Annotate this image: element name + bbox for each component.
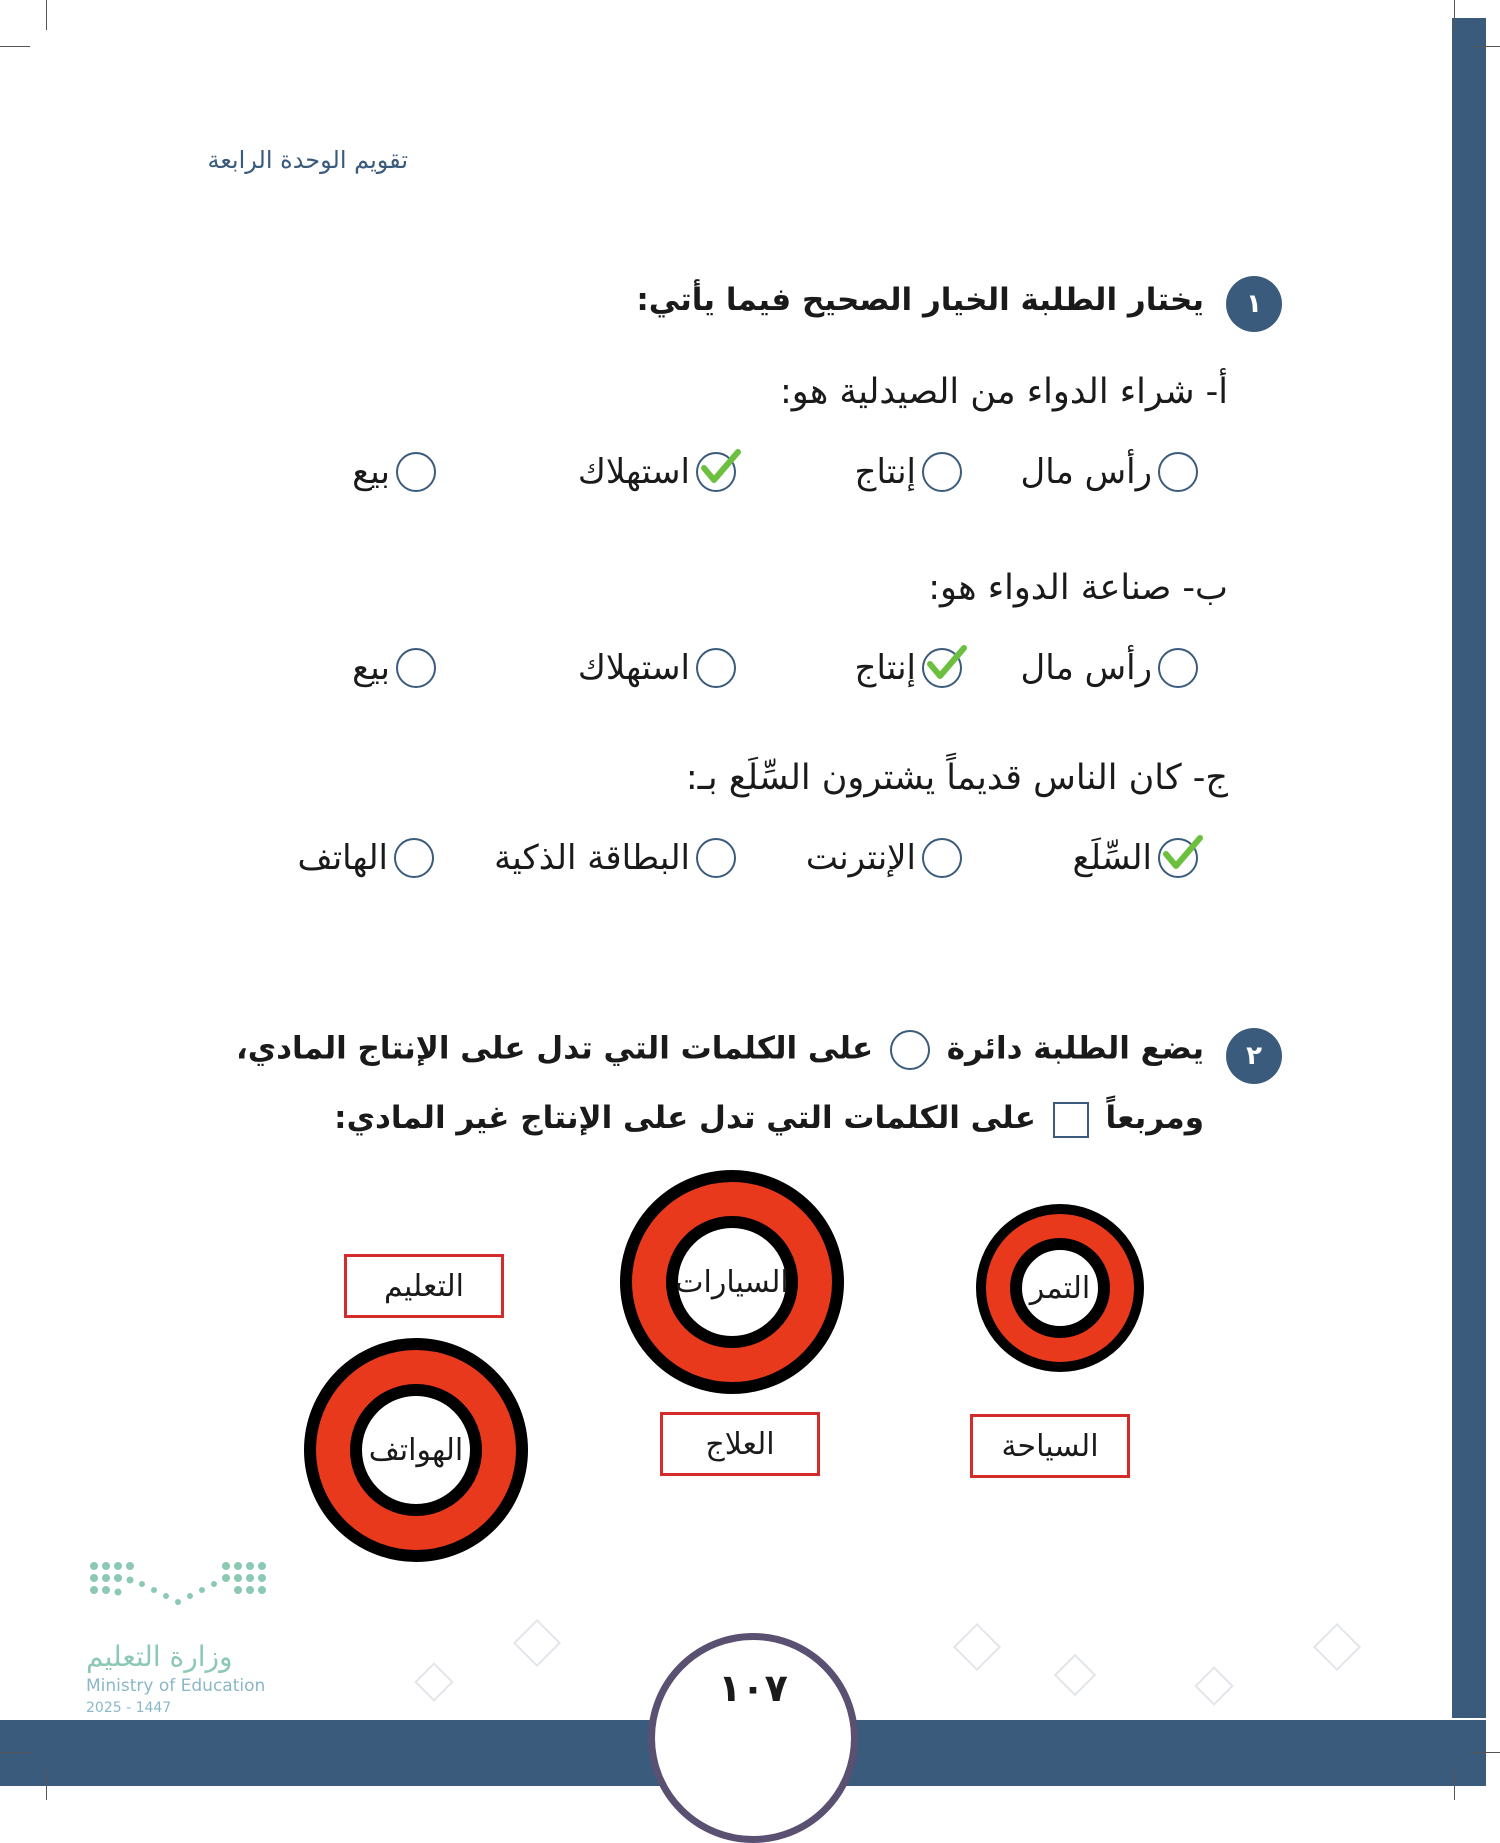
option-capital[interactable] (1021, 452, 1198, 492)
option-goods[interactable] (1073, 838, 1199, 878)
option-label: بيع (352, 648, 390, 688)
crop-mark (46, 1770, 47, 1800)
boxed-word-education: التعليم (344, 1254, 504, 1318)
circle-symbol (890, 1030, 930, 1070)
option-label: الإنترنت (805, 838, 916, 878)
option-label: رأس مال (1020, 648, 1152, 688)
option-consumption[interactable] (578, 648, 736, 688)
ministry-logo-icon (86, 1558, 276, 1624)
option-label: إنتاج (854, 452, 916, 492)
option-label: البطاقة الذكية (494, 838, 690, 878)
crop-mark (0, 46, 30, 47)
page-number-badge (648, 1633, 858, 1843)
instruction-text: على الكلمات التي تدل على الإنتاج المادي، (235, 1030, 874, 1067)
radio-circle[interactable] (922, 648, 962, 688)
question-2-line-1 (236, 1030, 1204, 1070)
circled-word-phones (304, 1338, 528, 1562)
option-label: استهلاك (577, 648, 690, 688)
decorative-diamond (1054, 1654, 1096, 1696)
word-label: التمر (1029, 1270, 1091, 1306)
crop-mark (1454, 1770, 1455, 1800)
crop-mark (0, 1752, 30, 1753)
sub-question-a: أ- شراء الدواء من الصيدلية هو: (779, 372, 1228, 412)
page-header: تقويم الوحدة الرابعة (207, 146, 408, 174)
option-label: الهاتف (297, 838, 388, 878)
radio-circle[interactable] (696, 452, 736, 492)
square-symbol (1053, 1102, 1089, 1138)
option-label: إنتاج (854, 648, 916, 688)
ministry-name-ar: وزارة التعليم (86, 1640, 233, 1673)
option-label: بيع (352, 452, 390, 492)
question-2-line-2 (334, 1100, 1204, 1138)
option-label: السِّلَع (1072, 838, 1152, 878)
option-smart-card[interactable] (494, 838, 736, 878)
option-sale[interactable] (352, 648, 436, 688)
option-sale[interactable] (352, 452, 436, 492)
circled-word-dates (976, 1204, 1144, 1372)
radio-circle[interactable] (1158, 838, 1198, 878)
circled-word-cars (620, 1170, 844, 1394)
ring-inner (350, 1384, 482, 1516)
decorative-diamond (1194, 1666, 1234, 1706)
option-capital[interactable] (1021, 648, 1198, 688)
decorative-diamond (513, 1619, 561, 1667)
question-title: يختار الطلبة الخيار الصحيح فيما يأتي: (636, 282, 1204, 318)
radio-circle[interactable] (696, 648, 736, 688)
checkmark-icon (1158, 828, 1204, 874)
option-phone[interactable] (298, 838, 435, 878)
sub-question-c: ج- كان الناس قديماً يشترون السِّلَع بـ: (685, 758, 1228, 798)
radio-circle[interactable] (394, 838, 434, 878)
boxed-word-treatment: العلاج (660, 1412, 820, 1476)
radio-circle[interactable] (696, 838, 736, 878)
crop-mark (1454, 0, 1455, 30)
crop-mark (1470, 46, 1500, 47)
sub-question-b: ب- صناعة الدواء هو: (928, 568, 1228, 608)
boxed-word-tourism: السياحة (970, 1414, 1130, 1478)
question-number-badge: ٢ (1226, 1028, 1282, 1084)
radio-circle[interactable] (1158, 452, 1198, 492)
word-label: السيارات (675, 1264, 789, 1300)
radio-circle[interactable] (396, 452, 436, 492)
option-label: رأس مال (1020, 452, 1152, 492)
instruction-text: على الكلمات التي تدل على الإنتاج غير المادي: (334, 1100, 1036, 1136)
radio-circle[interactable] (1158, 648, 1198, 688)
decorative-diamond (953, 1623, 1001, 1671)
ministry-name-en: Ministry of Education (86, 1676, 266, 1696)
decorative-diamond (414, 1662, 454, 1702)
radio-circle[interactable] (922, 838, 962, 878)
checkmark-icon (922, 638, 968, 684)
radio-circle[interactable] (396, 648, 436, 688)
page-edge-bar (1452, 18, 1486, 1718)
checkmark-icon (696, 442, 742, 488)
question-number-badge: ١ (1226, 276, 1282, 332)
crop-mark (1470, 1752, 1500, 1753)
option-internet[interactable] (806, 838, 962, 878)
ring-inner (666, 1216, 798, 1348)
option-consumption[interactable] (578, 452, 736, 492)
page-number: ١٠٧ (718, 1666, 788, 1710)
radio-circle[interactable] (922, 452, 962, 492)
option-label: استهلاك (577, 452, 690, 492)
option-production[interactable] (855, 452, 962, 492)
ring-inner (1010, 1238, 1110, 1338)
option-production[interactable] (855, 648, 962, 688)
instruction-text: ومربعاً (1105, 1100, 1204, 1136)
edition-year: 2025 - 1447 (86, 1700, 172, 1716)
instruction-text: يضع الطلبة دائرة (946, 1030, 1204, 1067)
decorative-diamond (1313, 1623, 1361, 1671)
word-label: الهواتف (368, 1432, 464, 1468)
crop-mark (46, 0, 47, 30)
